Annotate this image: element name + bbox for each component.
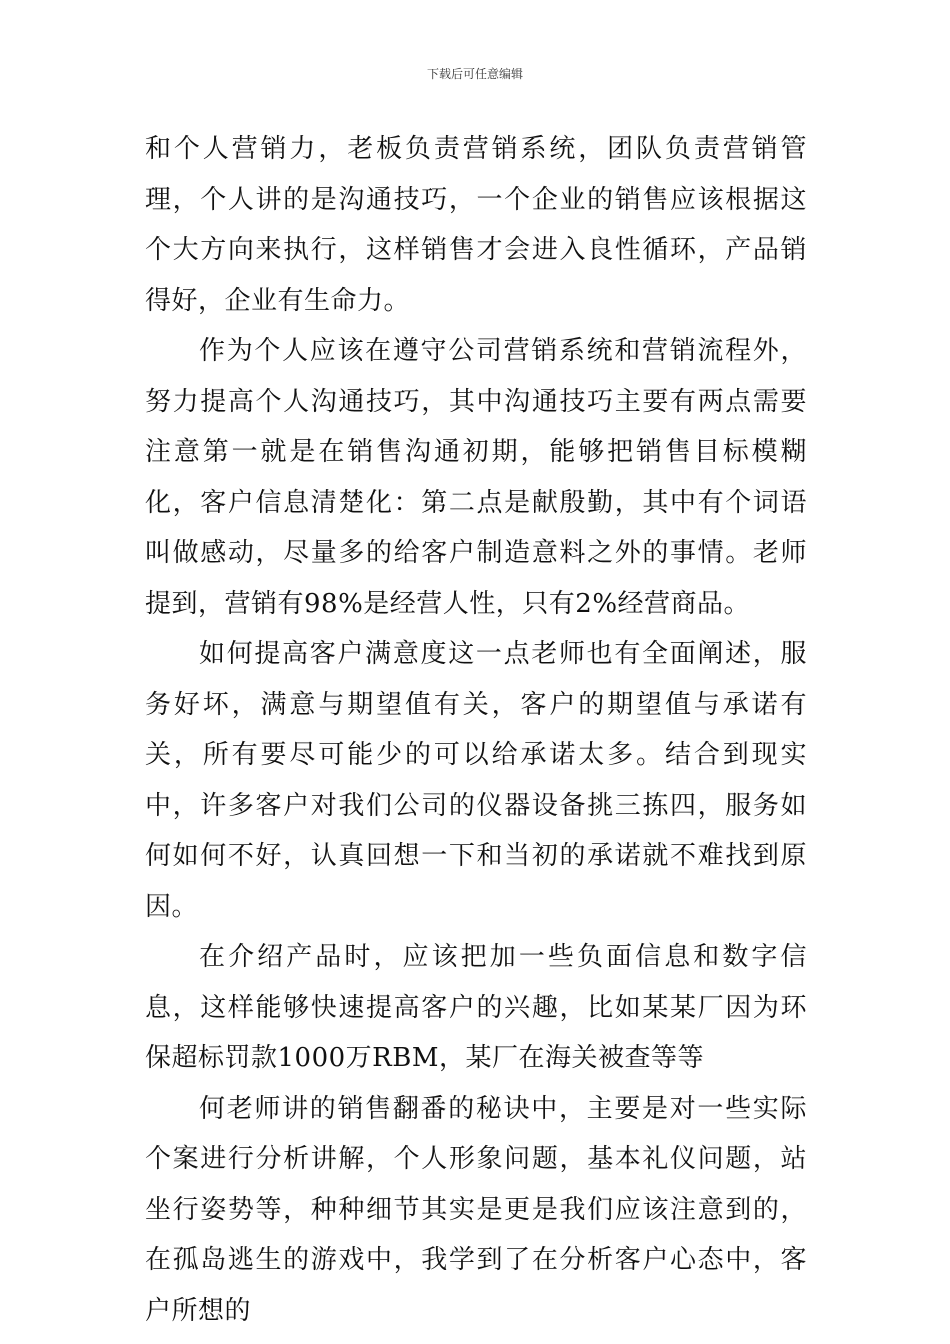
document-body <box>145 124 807 1336</box>
page-header-note: 下载后可任意编辑 <box>426 67 523 81</box>
paragraph-4: 在介绍产品时，应该把加一些负面信息和数字信息，这样能够快速提高客户的兴趣，比如某某厂因为环保超标罚款1000万RBM，某厂在海关被查等等 <box>145 942 807 1073</box>
paragraph-3: 如何提高客户满意度这一点老师也有全面阐述，服务好坏，满意与期望值有关，客户的期望值与承诺有关，所有要尽可能少的可以给承诺太多。结合到现实中，许多客户对我们公司的仪器设备挑三拣四，服务如何如何不好，认真回想一下和当初的承诺就不难找到原因。 <box>145 639 807 922</box>
paragraph-1: 和个人营销力，老板负责营销系统，团队负责营销管理，个人讲的是沟通技巧，一个企业的销售应该根据这个大方向来执行，这样销售才会进入良性循环，产品销得好，企业有生命力。 <box>145 134 807 316</box>
paragraph-5: 何老师讲的销售翻番的秘诀中，主要是对一些实际个案进行分析讲解，个人形象问题，基本礼仪问题，站坐行姿势等，种种细节其实是更是我们应该注意到的，在孤岛逃生的游戏中，我学到了在分析客户心态中，客户所想的 <box>145 1093 807 1326</box>
paragraph-2: 作为个人应该在遵守公司营销系统和营销流程外，努力提高个人沟通技巧，其中沟通技巧主要有两点需要注意第一就是在销售沟通初期，能够把销售目标模糊化，客户信息清楚化：第二点是献殷勤，其中有个词语叫做感动，尽量多的给客户制造意料之外的事情。老师提到，营销有98%是经营人性，只有2%经营商品。 <box>145 336 807 619</box>
